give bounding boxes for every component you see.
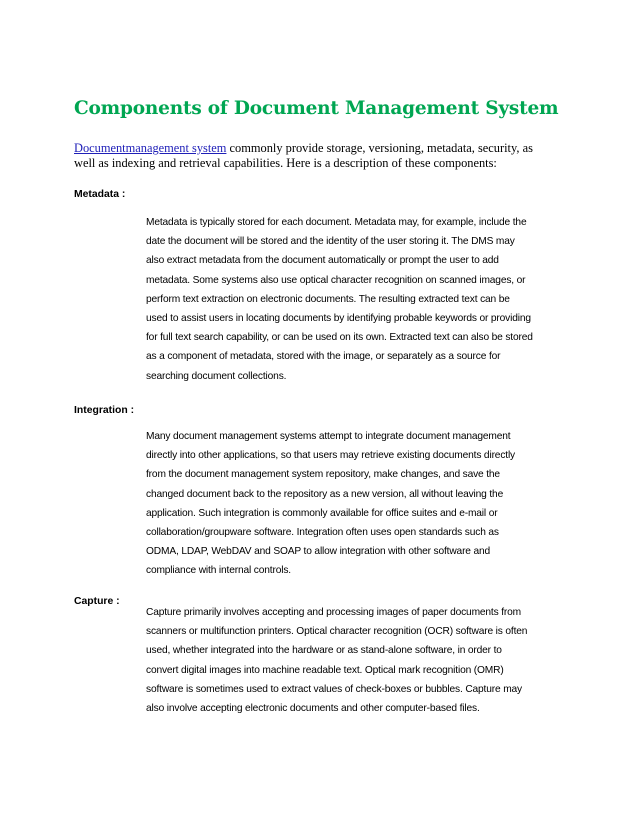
document-title: Components of Document Management System xyxy=(74,98,559,119)
section-label-integration: Integration : xyxy=(74,405,135,416)
section-body-capture xyxy=(146,603,566,718)
metadata-line: date the document will be stored and the identity of the user storing it. The DMS may xyxy=(146,236,515,248)
section-label-capture: Capture : xyxy=(74,596,120,607)
intro-line-1 xyxy=(74,141,554,156)
section-body-integration xyxy=(146,427,566,581)
metadata-line: also extract metadata from the document automatically or prompt the user to add xyxy=(146,255,499,267)
capture-line: software is sometimes used to extract values of check-boxes or bubbles. Capture may xyxy=(146,683,522,695)
intro-line-1-text: commonly provide storage, versioning, metadata, security, as xyxy=(226,141,533,155)
metadata-line: used to assist users in locating documents by identifying probable keywords or providing xyxy=(146,313,531,325)
integration-line: directly into other applications, so that users may retrieve existing documents directly xyxy=(146,450,516,462)
integration-line: compliance with internal controls. xyxy=(146,565,291,577)
integration-line: ODMA, LDAP, WebDAV and SOAP to allow integration with other software and xyxy=(146,546,491,558)
section-body-metadata xyxy=(146,213,566,386)
integration-line: Many document management systems attempt to integrate document management xyxy=(146,431,511,442)
integration-line: from the document management system repository, make changes, and save the xyxy=(146,469,500,481)
metadata-line: metadata. Some systems also use optical character recognition on scanned images, or xyxy=(146,274,526,286)
capture-line: used, whether integrated into the hardware or as stand-alone software, in order to xyxy=(146,645,502,657)
section-label-metadata: Metadata : xyxy=(74,189,126,200)
capture-line: also involve accepting electronic documents and other computer-based files. xyxy=(146,703,480,715)
integration-line: collaboration/groupware software. Integration often uses open standards such as xyxy=(146,527,499,539)
capture-line: Capture primarily involves accepting and processing images of paper documents from xyxy=(146,607,522,618)
integration-line: application. Such integration is commonly available for office suites and e-mail or xyxy=(146,507,498,519)
capture-line: convert digital images into machine readable text. Optical mark recognition (OMR) xyxy=(146,664,504,676)
capture-line: scanners or multifunction printers. Optical character recognition (OCR) software is often xyxy=(146,626,528,638)
intro-paragraph xyxy=(74,141,554,171)
intro-line-2: well as indexing and retrieval capabilities. Here is a description of these components: xyxy=(74,156,497,170)
metadata-line: searching document collections. xyxy=(146,370,287,382)
metadata-line: as a component of metadata, stored with the image, or separately as a source for xyxy=(146,351,501,363)
metadata-line: perform text extraction on electronic documents. The resulting extracted text can be xyxy=(146,293,510,305)
document-management-system-link[interactable]: Documentmanagement system xyxy=(74,141,227,155)
metadata-line: for full text search capability, or can be used on its own. Extracted text can also be stored xyxy=(146,332,533,344)
integration-line: changed document back to the repository as a new version, all without leaving the xyxy=(146,488,504,500)
metadata-line: Metadata is typically stored for each document. Metadata may, for example, include the xyxy=(146,217,527,228)
